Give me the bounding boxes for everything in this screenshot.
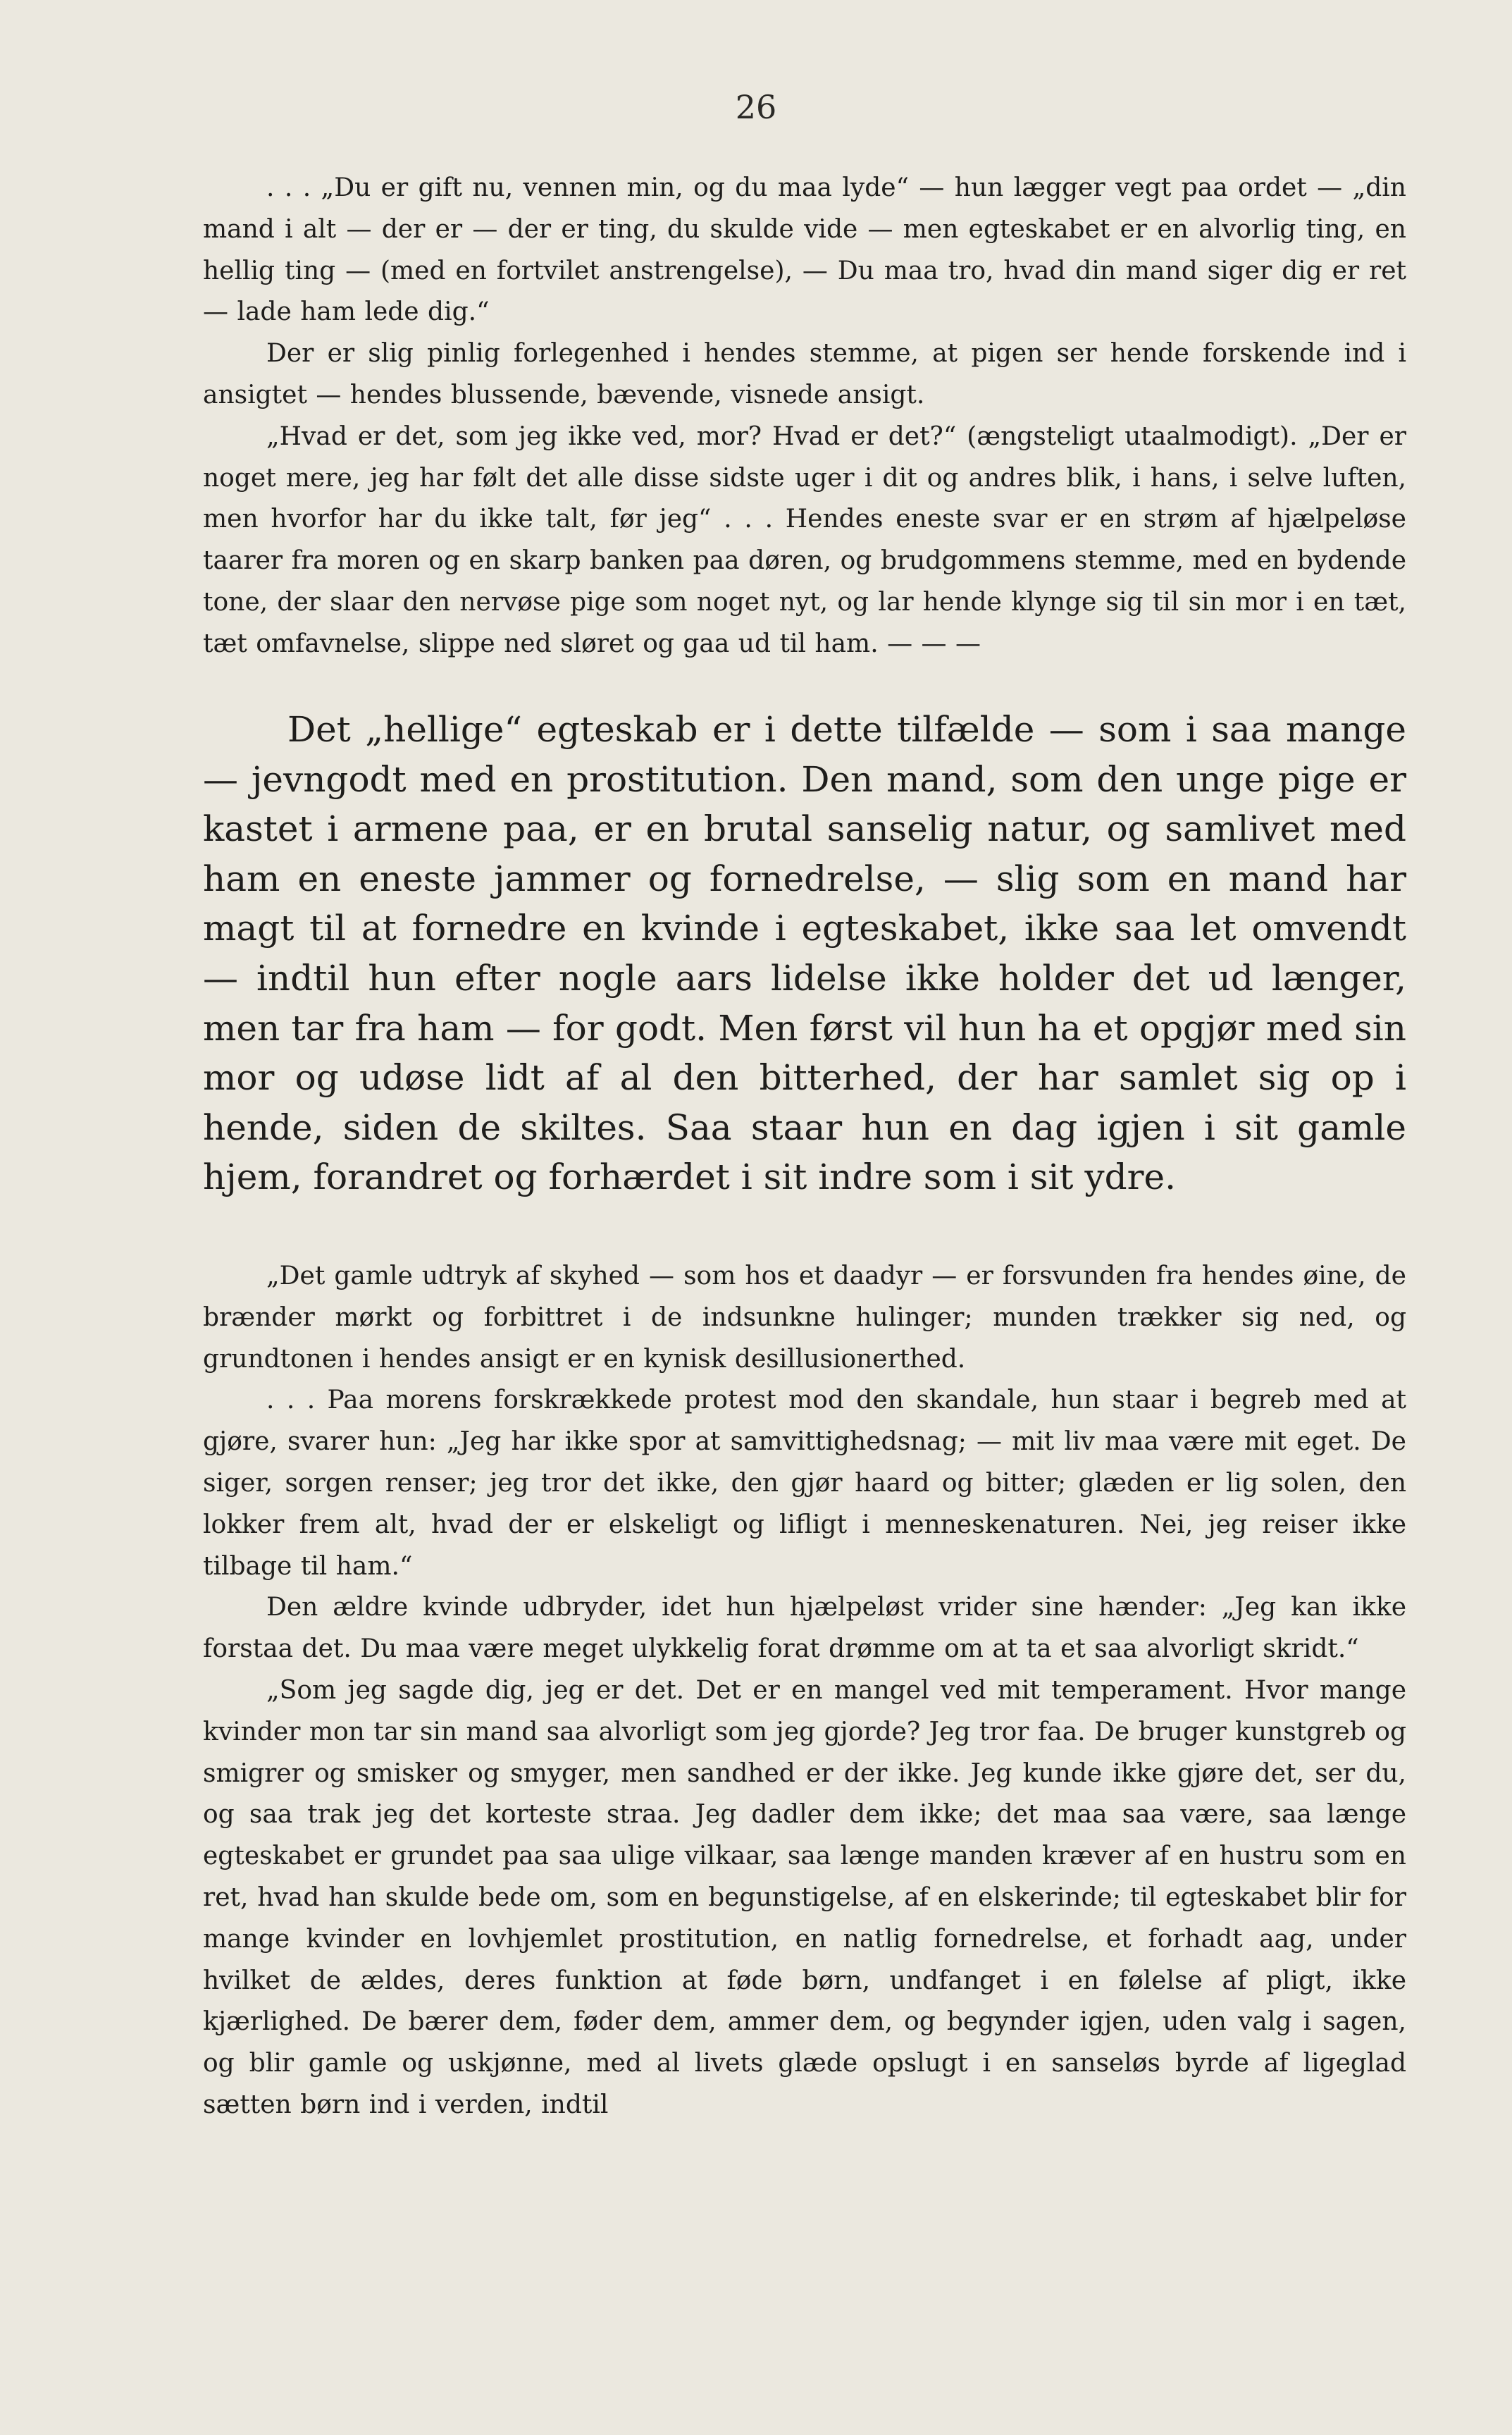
paragraph-large: Det „hellige“ egteskab er i dette tilfælde — som i saa mange — jevngodt med en prostitution. Den mand, som den unge pige er kastet i armene paa, er en brutal sanselig natur, og samlivet med ham en eneste jammer og fornedrelse, — slig som en mand har magt til at fornedre en kvinde i egteskabet, ikke saa let omvendt — indtil hun efter nogle aars lidelse ikke holder det ud længer, men tar fra ham — for godt. Men først vil hun ha et opgjør med sin mor og udøse lidt af al den bitterhed, der har samlet sig op i hende, siden de skiltes. Saa staar hun en dag igjen i sit gamle hjem, forandret og forhærdet i sit indre som i sit ydre. — [203, 709, 1406, 1198]
text-block-large — [203, 705, 1406, 1202]
paragraph: „Det gamle udtryk af skyhed — som hos et daadyr — er forsvunden fra hendes øine, de brænder mørkt og forbittret i de indsunkne hulinger; munden trækker sig ned, og grundtonen i hendes ansigt er en kynisk desillusionerthed. — [203, 1262, 1406, 1374]
paragraph: Den ældre kvinde udbryder, idet hun hjælpeløst vrider sine hænder: „Jeg kan ikke forstaa det. Du maa være meget ulykkelig forat drømme om at ta et saa alvorligt skridt.“ — [203, 1593, 1406, 1664]
text-block-top — [203, 168, 1406, 665]
paragraph: . . . Paa morens forskrækkede protest mod den skandale, hun staar i begreb med at gjøre, svarer hun: „Jeg har ikke spor at samvittighedsnag; — mit liv maa være mit eget. De siger, sorgen renser; jeg tror det ikke, den gjør haard og bitter; glæden er lig solen, den lokker frem alt, hvad der er elskeligt og lifligt i menneskenaturen. Nei, jeg reiser ikke tilbage til ham.“ — [203, 1386, 1406, 1581]
text-block-bottom — [203, 1256, 1406, 2126]
paragraph: „Som jeg sagde dig, jeg er det. Det er en mangel ved mit temperament. Hvor mange kvinder mon tar sin mand saa alvorligt som jeg gjorde? Jeg tror faa. De bruger kunstgreb og smigrer og smisker og smyger, men sandhed er der ikke. Jeg kunde ikke gjøre det, ser du, og saa trak jeg det korteste straa. Jeg dadler dem ikke; det maa saa være, saa længe egteskabet er grundet paa saa ulige vilkaar, saa længe manden kræver af en hustru som en ret, hvad han skulde bede om, som en begunstigelse, af en elskerinde; til egteskabet blir for mange kvinder en lovhjemlet prostitution, en natlig fornedrelse, et forhadt aag, under hvilket de ældes, deres funktion at føde børn, undfanget i en følelse af pligt, ikke kjærlighed. De bærer dem, føder dem, ammer dem, og begynder igjen, uden valg i sagen, og blir gamle og uskjønne, med al livets glæde opslugt i en sanseløs byrde af ligeglad sætten børn ind i verden, indtil — [203, 1675, 1406, 2119]
paragraph: Der er slig pinlig forlegenhed i hendes stemme, at pigen ser hende forskende ind i ansigtet — hendes blussende, bævende, visnede ansigt. — [203, 339, 1406, 409]
paragraph: „Hvad er det, som jeg ikke ved, mor? Hvad er det?“ (ængsteligt utaalmodigt). „Der er noget mere, jeg har følt det alle disse sidste uger i dit og andres blik, i hans, i selve luften, men hvorfor har du ikke talt, før jeg“ . . . Hendes eneste svar er en strøm af hjælpeløse taarer fra moren og en skarp banken paa døren, og brudgommens stemme, med en bydende tone, der slaar den nervøse pige som noget nyt, og lar hende klynge sig til sin mor i en tæt, tæt omfavnelse, slippe ned sløret og gaa ud til ham. — — — — [203, 421, 1406, 658]
paragraph: . . . „Du er gift nu, vennen min, og du maa lyde“ — hun lægger vegt paa ordet — „din mand i alt — der er — der er ting, du skulde vide — men egteskabet er en alvorlig ting, en hellig ting — (med en fortvilet anstrengelse), — Du maa tro, hvad din mand siger dig er ret — lade ham lede dig.“ — [203, 173, 1406, 327]
page-number: 26 — [735, 88, 777, 126]
